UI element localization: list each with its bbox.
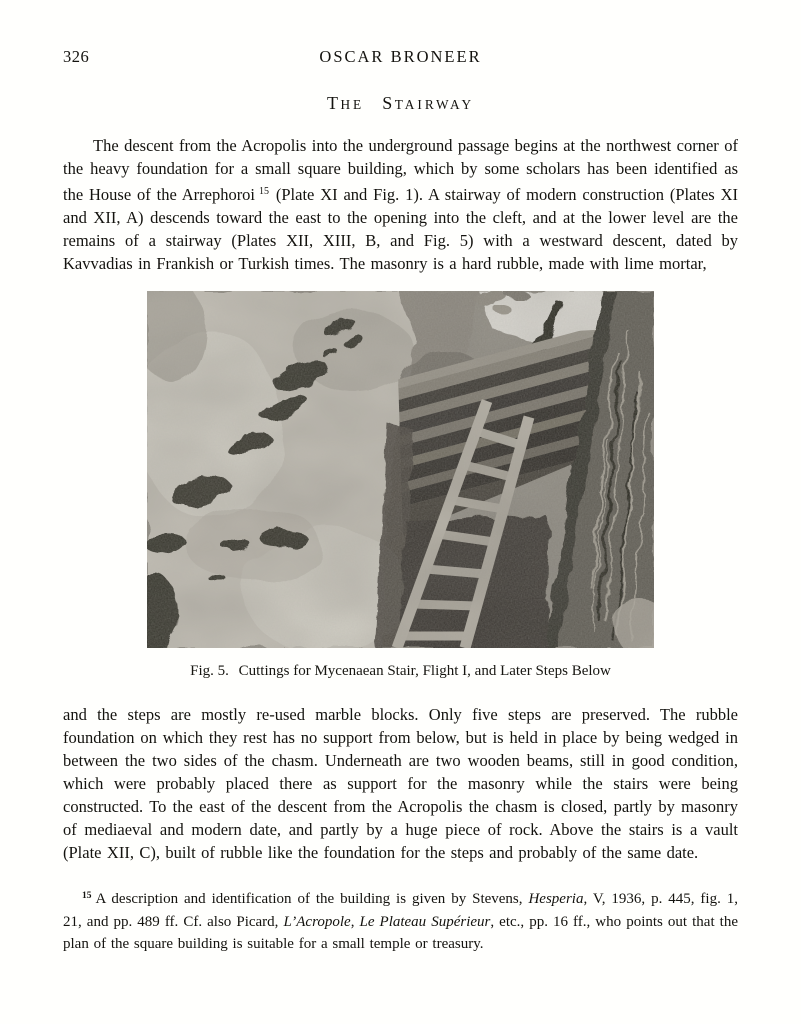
section-title-word: STAIRWAY [382, 93, 475, 113]
figure-photo [147, 291, 654, 648]
page-number: 326 [63, 47, 90, 66]
footnote-italic-hesperia: Hesperia [528, 891, 584, 908]
footnote-italic-plateau: Le Plateau Supérieur [359, 913, 491, 930]
running-title: OSCAR BRONEER [319, 47, 482, 66]
footnote-text: , [350, 913, 360, 930]
paragraph-1 [63, 134, 738, 276]
footnote-text: , etc., pp. 16 ff., who points out that the plan of the square building is suitable for a small temple or treasury. [63, 913, 738, 952]
paragraph-2: and the steps are mostly re-used marble blocks. Only five steps are preserved. The rubble foundation on which they rest has no support from below, but is held in place by being wedged in between the two sides of the chasm. Underneath are two wooden beams, still in good condition, which were probably placed there as support for the masonry while the stairs were being constructed. To the east of the descent from the Acropolis the chasm is closed, partly by masonry of mediaeval and modern date, and partly by a huge piece of rock. Above the stairs is a vault (Plate XII, C), built of rubble like the foundation for the steps and probably of the same date. [63, 704, 738, 863]
paragraph-1-text-cont: (Plate XI and Fig. 1). A stairway of modern construction (Plates XI and XII, A) descends toward the east to the opening into the cleft, and at the lower level are the remains of a stairway (Plates XII, XIII, B, and Fig. 5) with a westward descent, dated by Kavvadias in Frankish or Turkish times. The masonry is a hard rubble, made with lime mortar, [63, 185, 738, 274]
footnote-italic-acropole: L’Acropole [283, 913, 351, 930]
paragraph-1-text: The descent from the Acropolis into the underground passage begins at the northwest corner of the heavy foundation for a small square building, which by some scholars has been identified as the House of the Arrephoroi [63, 136, 738, 205]
footnote-text: A description and identification of the building is given by Stevens, [95, 891, 529, 908]
section-title-word: THE [326, 93, 365, 113]
figure-caption-label: Fig. 5. [190, 662, 229, 679]
figure-caption [63, 663, 738, 680]
section-title [63, 93, 738, 114]
stairway-photo-svg [147, 291, 654, 648]
footnote-15 [63, 885, 738, 955]
film-grain-overlay [147, 291, 654, 648]
footnote-marker: 15 [82, 891, 92, 902]
figure-5 [63, 291, 738, 680]
figure-caption-text: Cuttings for Mycenaean Stair, Flight I, and Later Steps Below [238, 662, 611, 679]
running-header [63, 47, 738, 67]
footnote-reference-15: 15 [259, 186, 270, 198]
footnote-text: , V, 1936, p. 445, fig. 1, 21, and pp. 489 ff. Cf. also Picard, [63, 891, 738, 930]
